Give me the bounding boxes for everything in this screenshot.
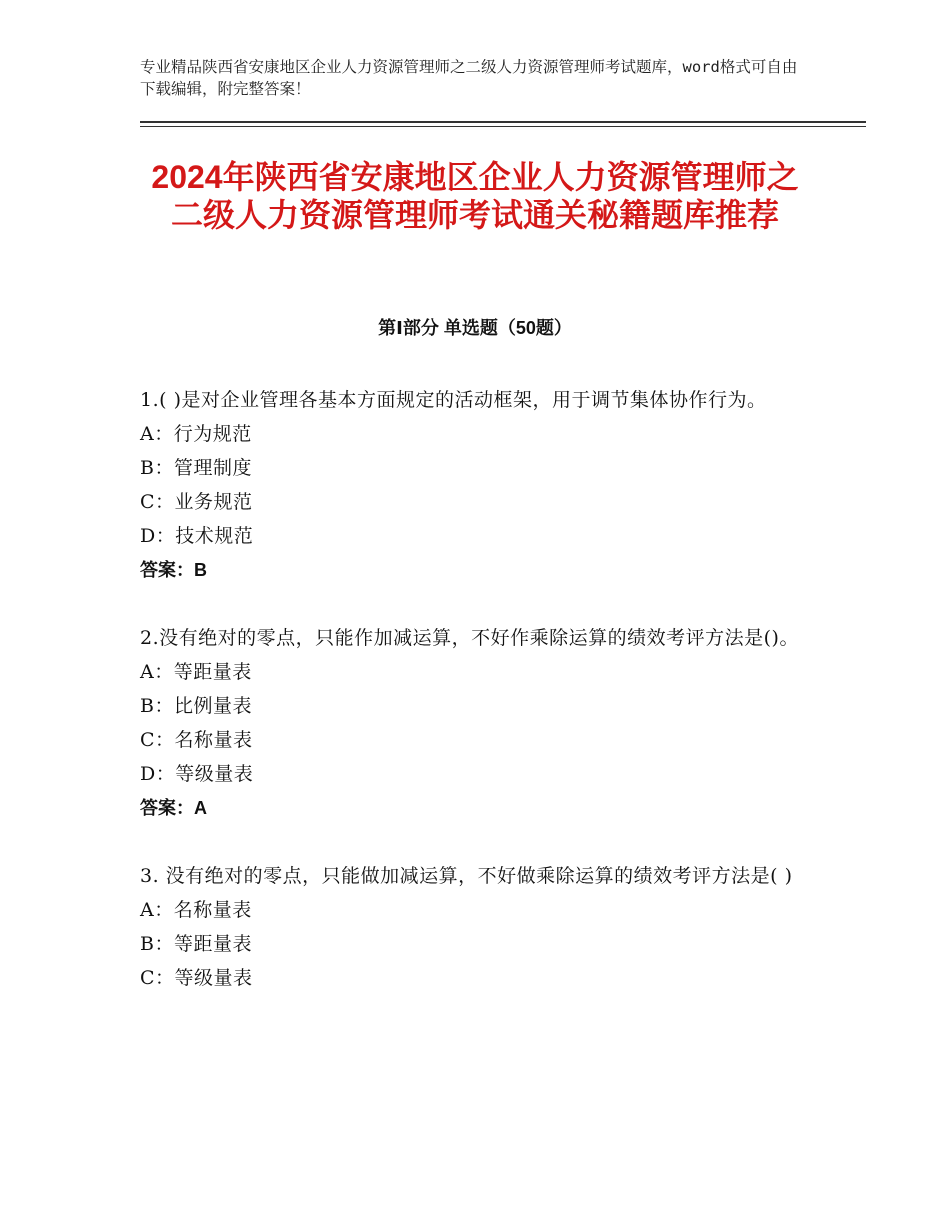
question-option: A：等距量表 <box>140 661 252 683</box>
question-option: B：比例量表 <box>140 695 252 717</box>
question-answer: 答案：A <box>140 798 207 818</box>
question-stem: 1.( )是对企业管理各基本方面规定的活动框架，用于调节集体协作行为。 <box>140 389 767 411</box>
document-title: 2024年陕西省安康地区企业人力资源管理师之二级人力资源管理师考试通关秘籍题库推荐 <box>151 159 799 233</box>
question-option: A：行为规范 <box>140 423 252 445</box>
question-answer: 答案：B <box>140 560 207 580</box>
question-option: B：等距量表 <box>140 933 252 955</box>
question-stem: 3. 没有绝对的零点，只能做加减运算，不好做乘除运算的绩效考评方法是( ) <box>140 865 793 887</box>
question-1 <box>140 383 810 587</box>
header-divider-thick <box>140 121 866 123</box>
header-note: 专业精品陕西省安康地区企业人力资源管理师之二级人力资源管理师考试题库，word格式可自由下载编辑，附完整答案！ <box>140 58 798 98</box>
question-2 <box>140 621 810 825</box>
question-option: C：等级量表 <box>140 967 253 989</box>
question-stem: 2.没有绝对的零点，只能作加减运算，不好作乘除运算的绩效考评方法是()。 <box>140 627 799 649</box>
question-option: C：业务规范 <box>140 491 253 513</box>
question-option: A：名称量表 <box>140 899 252 921</box>
question-option: D：等级量表 <box>140 763 254 785</box>
question-option: B：管理制度 <box>140 457 252 479</box>
question-3 <box>140 859 810 995</box>
section-title: 第Ⅰ部分 单选题（50题） <box>378 318 572 338</box>
question-option: C：名称量表 <box>140 729 253 751</box>
question-option: D：技术规范 <box>140 525 254 547</box>
header-divider-thin <box>140 126 866 127</box>
question-list <box>140 383 810 1029</box>
